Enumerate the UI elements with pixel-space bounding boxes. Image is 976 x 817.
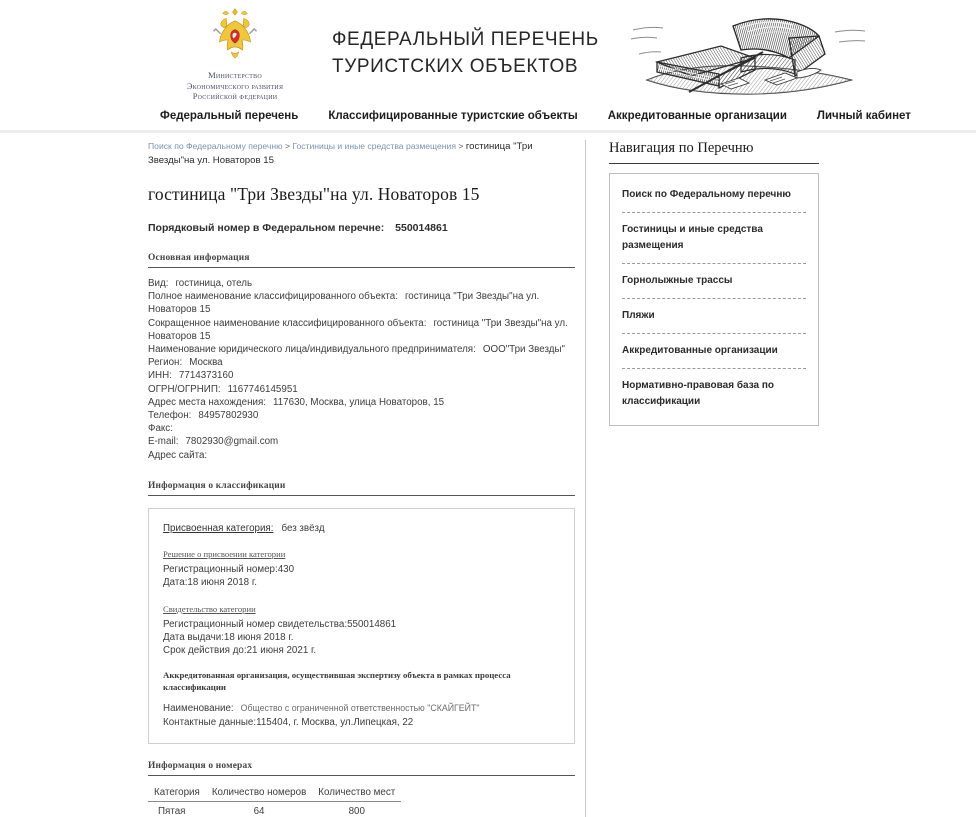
sidebar-item-accredited-organizations[interactable]: Аккредитованные организации [622, 334, 806, 369]
breadcrumb [148, 140, 575, 169]
info-value: ООО"Три Звезды" [482, 344, 566, 356]
cell-category: Пятая [158, 805, 186, 817]
info-row-ogrn [148, 383, 575, 396]
certificate-row-valid-until [163, 644, 560, 657]
info-label: Регистрационный номер: [163, 564, 278, 576]
info-label: Адрес места нахождения: [148, 396, 267, 408]
registry-number-value: 550014861 [395, 222, 448, 234]
decision-group [163, 548, 560, 590]
accreditation-name-row [163, 702, 560, 715]
sidebar [609, 140, 819, 817]
certificate-row-issue-date [163, 631, 560, 644]
info-label: Срок действия до: [163, 645, 247, 657]
registry-number-label: Порядковый номер в Федеральном перечне: [148, 222, 385, 234]
info-row-email [148, 435, 575, 448]
info-row-legal-entity [148, 343, 575, 356]
sidebar-item-hotels[interactable]: Гостиницы и иные средства размещения [622, 213, 806, 264]
info-row-short-name [148, 317, 575, 343]
nav-item-personal-account[interactable]: Личный кабинет [816, 110, 911, 122]
info-label: Вид: [148, 278, 169, 289]
section-heading-classification: Информация о классификации [148, 481, 575, 496]
nav-item-accredited-organizations[interactable]: Аккредитованные организации [607, 110, 787, 122]
table-header-row [148, 787, 401, 802]
info-value: Общество с ограниченной ответственностью "СКАЙГЕЙТ" [240, 703, 480, 714]
info-value: 18 июня 2018 г. [187, 577, 257, 589]
info-value: 7802930@gmail.com [185, 436, 279, 448]
info-label: Наименование юридического лица/индивидуального предпринимателя: [148, 344, 476, 356]
info-row-inn [148, 369, 575, 382]
ministry-emblem-block [160, 4, 310, 102]
info-value: 1167746145951 [227, 383, 298, 395]
info-value: 84957802930 [198, 410, 259, 422]
info-label: Регион: [148, 357, 183, 369]
cell-room-count: 64 [253, 805, 265, 817]
column-header-place-count: Количество мест [312, 787, 401, 802]
ministry-line-2: Экономического развития [186, 80, 284, 91]
sidebar-menu [609, 173, 819, 426]
info-label: Регистрационный номер свидетельства: [163, 618, 348, 630]
info-label: ИНН: [148, 370, 172, 382]
main-content [148, 140, 586, 817]
info-value: 550014861 [347, 618, 397, 630]
assigned-category-value: без звёзд [281, 522, 325, 534]
sidebar-item-beaches[interactable]: Пляжи [622, 299, 806, 334]
registry-number-row [148, 222, 575, 234]
russian-coat-of-arms-icon [204, 6, 266, 68]
info-value: Москва [189, 357, 223, 369]
main-navigation [0, 102, 976, 133]
info-label: Контактные данные: [163, 716, 257, 728]
decision-row-date [163, 576, 560, 589]
column-header-category: Категория [148, 787, 206, 802]
info-row-phone [148, 409, 575, 422]
site-header [0, 0, 976, 102]
sidebar-item-legal-framework[interactable]: Нормативно-правовая база по классификации [622, 380, 775, 407]
certificate-sub-label: Свидетельство категории [163, 603, 256, 614]
info-value: 21 июня 2021 г. [246, 645, 317, 657]
breadcrumb-separator-1: > [284, 141, 291, 151]
ministry-name [160, 70, 310, 102]
info-label: Полное наименование классифицированного объекта: [148, 291, 398, 303]
cell-place-count: 800 [348, 805, 365, 817]
ministry-line-3: Российской федерации [192, 91, 278, 101]
certificate-group [163, 603, 560, 658]
info-label: Телефон: [148, 410, 192, 422]
section-heading-basic-info: Основная информация [148, 253, 575, 268]
sidebar-item-ski-slopes[interactable]: Горнолыжные трассы [622, 264, 806, 299]
page-title: гостиница "Три Звезды"на ул. Новаторов 15 [148, 184, 480, 204]
info-label: Дата: [163, 577, 188, 589]
info-label: E-mail: [148, 436, 179, 448]
ministry-line-1: Министерство [208, 70, 262, 80]
rooms-table [148, 787, 401, 817]
info-value: 7714373160 [178, 370, 234, 382]
decision-row-number [163, 563, 560, 576]
info-value: 430 [277, 564, 295, 576]
site-title-line-1: ФЕДЕРАЛЬНЫЙ ПЕРЕЧЕНЬ [332, 29, 599, 50]
info-label: Дата выдачи: [163, 632, 224, 644]
info-value: 18 июня 2018 г. [223, 632, 294, 644]
basic-info-list [148, 277, 575, 462]
table-row [148, 801, 401, 817]
site-title [332, 4, 599, 80]
info-row-type [148, 277, 575, 290]
nav-item-federal-list[interactable]: Федеральный перечень [160, 110, 299, 122]
classification-card [148, 508, 575, 744]
content-columns [0, 133, 976, 817]
info-value: гостиница "Три Звезды"на ул. Новаторов 15 [148, 291, 540, 316]
info-label: ОГРН/ОГРНИП: [148, 383, 221, 395]
info-label: Сокращенное наименование классифицированного объекта: [148, 317, 427, 329]
breadcrumb-link-hotels[interactable]: Гостиницы и иные средства размещения [292, 141, 457, 151]
breadcrumb-current: гостиница "Три Звезды"на ул. Новаторов 15 [148, 141, 533, 166]
info-value: 117630, Москва, улица Новаторов, 15 [273, 396, 445, 408]
accreditation-heading: Аккредитованная организация, осуществившая экспертизу объекта в рамках процесса классификации [163, 670, 511, 692]
info-row-fax [148, 422, 575, 435]
breadcrumb-separator-2: > [458, 141, 464, 151]
info-label: Наименование: [163, 703, 234, 715]
certificate-row-number [163, 618, 560, 631]
info-row-website [148, 449, 575, 462]
info-label: Адрес сайта: [148, 449, 208, 461]
info-row-address [148, 396, 575, 409]
accreditation-contact-row [163, 716, 560, 729]
info-value: 115404, г. Москва, ул.Липецкая, 22 [256, 716, 414, 728]
nav-item-classified-objects[interactable]: Классифицированные туристские объекты [328, 110, 578, 122]
sidebar-item-search[interactable]: Поиск по Федеральному перечню [622, 178, 806, 213]
old-books-engraving-icon [629, 6, 869, 103]
column-header-room-count: Количество номеров [206, 787, 312, 802]
info-row-region [148, 356, 575, 369]
info-row-full-name [148, 290, 575, 316]
accreditation-group [163, 670, 560, 728]
section-heading-rooms: Информация о номерах [148, 761, 575, 776]
info-label: Факс: [148, 423, 173, 435]
assigned-category-row [163, 522, 560, 535]
decision-sub-label: Решение о присвоении категории [163, 549, 286, 560]
site-title-line-2: ТУРИСТСКИХ ОБЪЕКТОВ [332, 56, 579, 77]
breadcrumb-link-search[interactable]: Поиск по Федеральному перечню [148, 141, 283, 151]
assigned-category-label: Присвоенная категория: [163, 522, 274, 534]
info-value: гостиница, отель [175, 278, 253, 289]
sidebar-title: Навигация по Перечню [609, 140, 819, 164]
info-value: гостиница "Три Звезды"на ул. Новаторов 15 [148, 317, 568, 342]
